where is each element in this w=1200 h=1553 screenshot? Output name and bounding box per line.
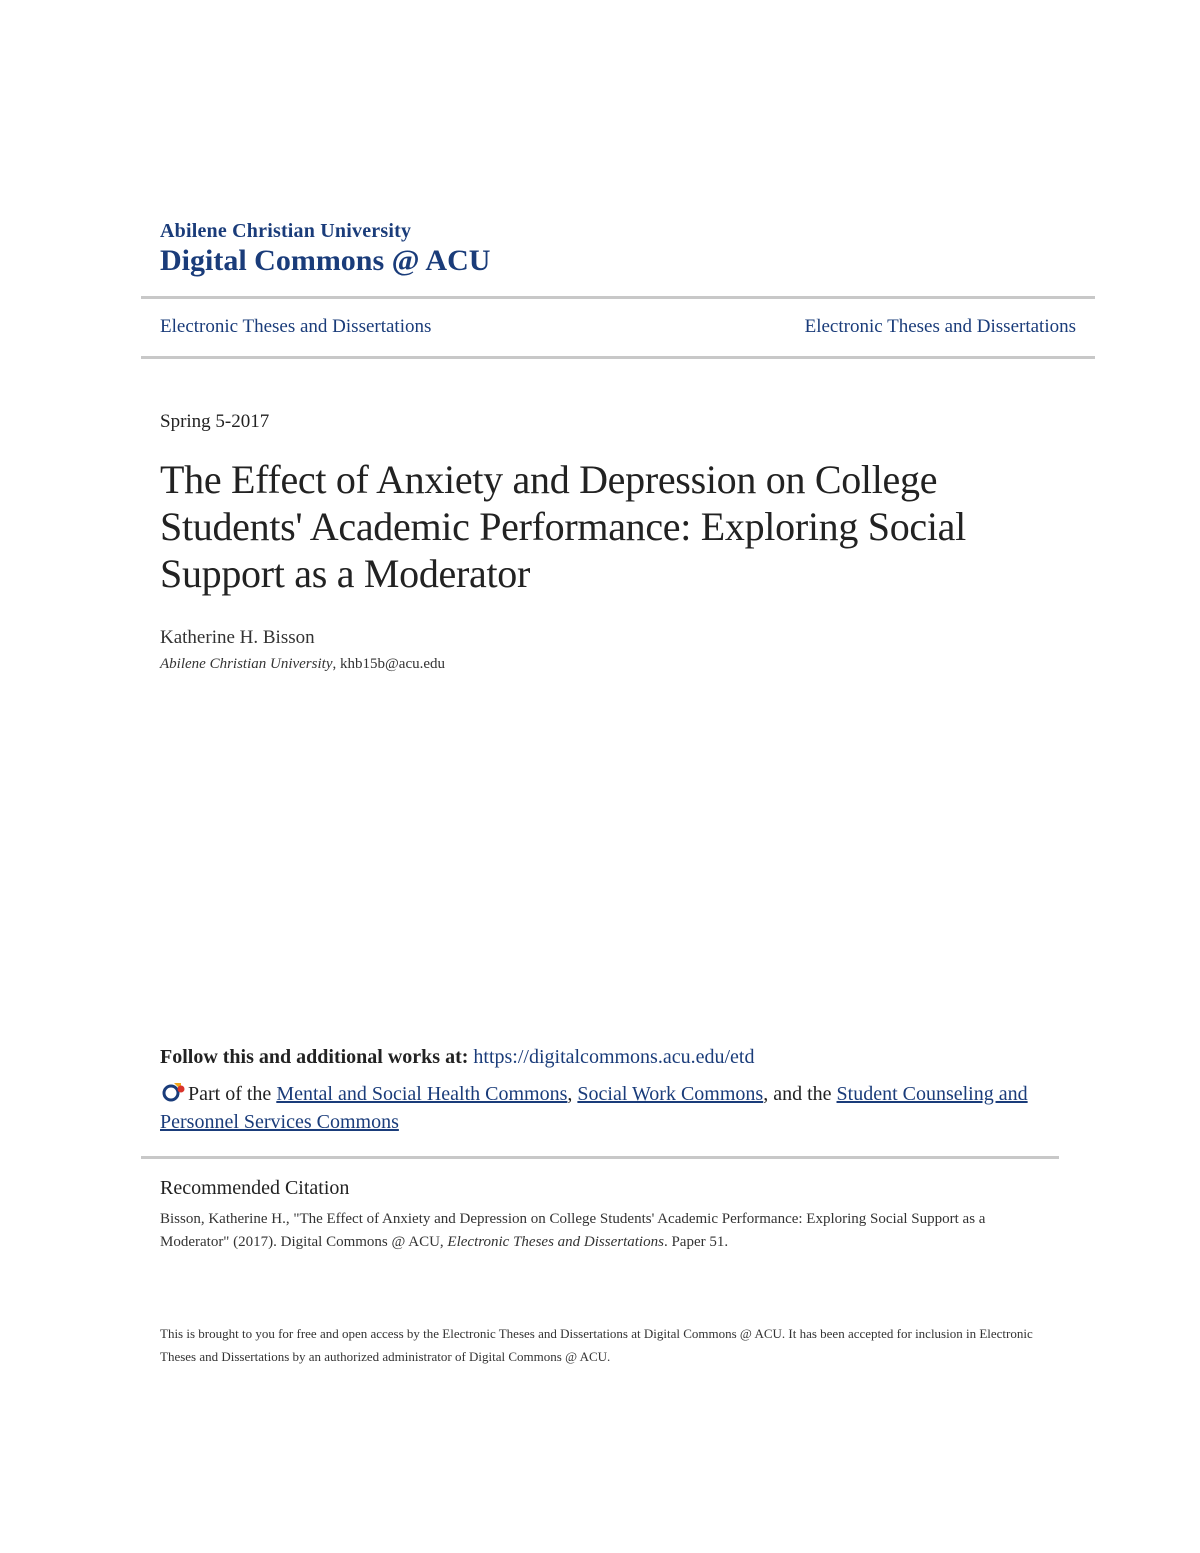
citation-end: . Paper 51. (663, 1234, 729, 1250)
collection-link-right[interactable]: Electronic Theses and Dissertations (804, 316, 1076, 337)
citation-divider (141, 1156, 1059, 1159)
author-name: Katherine H. Bisson (160, 627, 315, 648)
access-notice: This is brought to you for free and open access by the Electronic Theses and Dissertations at Digital Commons @ ACU. It has been accepted for inclusion in Electronic Theses and Dissertations by an authorized administrator of Digital Commons @ ACU. (160, 1326, 1033, 1364)
student-counseling-commons-link[interactable]: Student Counseling and Personnel Services Commons (160, 1083, 1028, 1133)
bepress-network-icon (160, 1081, 186, 1103)
part-of-separator-2: , and the (763, 1083, 837, 1105)
affiliation-name: Abilene Christian University (160, 656, 333, 672)
citation-text (160, 1208, 1040, 1254)
part-of-separator-1: , (567, 1083, 578, 1105)
publication-date: Spring 5-2017 (160, 411, 270, 432)
header-divider-bottom (141, 356, 1095, 359)
citation-series: Electronic Theses and Dissertations (447, 1234, 664, 1250)
institution-name[interactable]: Abilene Christian University (160, 220, 412, 242)
part-of-commons (160, 1080, 1040, 1136)
collection-link-left[interactable]: Electronic Theses and Dissertations (160, 316, 432, 337)
paper-title: The Effect of Anxiety and Depression on College Students' Academic Performance: Exploring Social Support as a Moderator (160, 457, 966, 596)
citation-heading: Recommended Citation (160, 1177, 350, 1199)
author-email[interactable]: , khb15b@acu.edu (332, 656, 446, 672)
part-of-prefix: Part of the (188, 1083, 277, 1105)
follow-url[interactable]: https://digitalcommons.acu.edu/etd (473, 1046, 755, 1068)
mental-social-health-commons-link[interactable]: Mental and Social Health Commons (276, 1083, 568, 1105)
social-work-commons-link[interactable]: Social Work Commons (577, 1083, 764, 1105)
header-divider-top (141, 296, 1095, 299)
author-affiliation (160, 656, 445, 673)
follow-label: Follow this and additional works at: (160, 1046, 474, 1068)
repository-name[interactable]: Digital Commons @ ACU (160, 244, 491, 277)
follow-line (160, 1046, 754, 1069)
citation-main: Bisson, Katherine H., "The Effect of Anxiety and Depression on College Students' Academic Performance: Exploring Social Support as a Moderator" (2017). Digital Commons @ ACU, (160, 1211, 986, 1250)
